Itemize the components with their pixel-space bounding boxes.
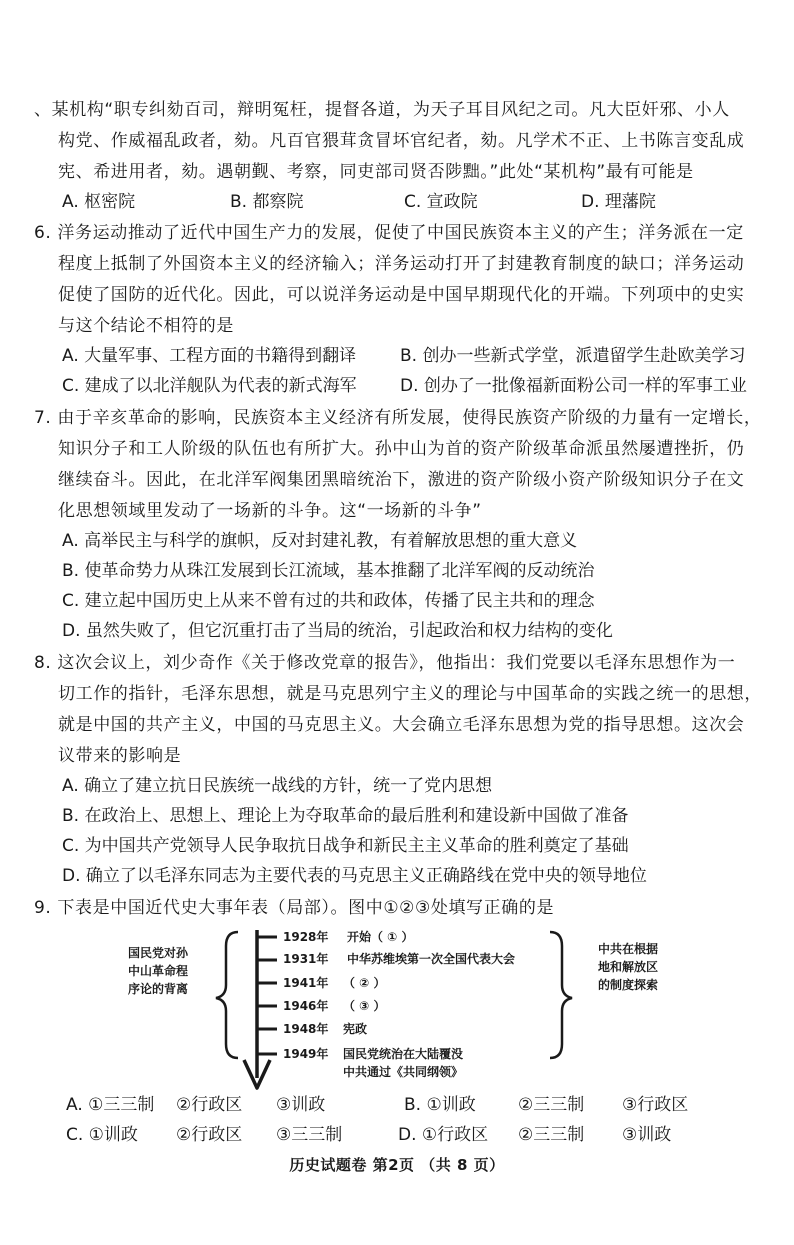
option-a: A. 枢密院	[62, 192, 136, 212]
question-line: 、某机构“职专纠劾百司，辩明冤枉，提督各道，为天子耳目风纪之司。凡大臣奸邪、小人	[34, 100, 730, 120]
left-bracket	[216, 932, 238, 1058]
option-c-3: ③三三制	[276, 1125, 343, 1145]
option-d-1: D. ①行政区	[398, 1125, 489, 1145]
option-c-2: ②行政区	[176, 1125, 243, 1145]
question-line: 议带来的影响是	[58, 746, 182, 766]
timeline-event: （ ② ）	[343, 976, 386, 990]
option-a: A. 高举民主与科学的旗帜，反对封建礼教，有着解放思想的重大意义	[62, 531, 578, 551]
timeline-year: 1941年	[283, 976, 329, 990]
option-a-3: ③训政	[276, 1095, 326, 1115]
timeline-event: 中华苏维埃第一次全国代表大会	[347, 952, 516, 966]
timeline-event: 中共通过《共同纲领》	[343, 1065, 464, 1079]
timeline-left-label: 国民党对孙中山革命程序论的背离	[128, 946, 189, 996]
option-a: A. 确立了建立抗日民族统一战线的方针，统一了党内思想	[62, 776, 493, 796]
option-d-3: ③训政	[622, 1125, 672, 1145]
question-line: 宪、希进用者，劾。遇朝觐、考察，同吏部司贤否陟黜。”此处“某机构”最有可能是	[58, 162, 694, 182]
question-stem: 9. 下表是中国近代史大事年表（局部）。图中①②③处填写正确的是	[34, 898, 555, 918]
option-a-1: A. ①三三制	[66, 1095, 155, 1115]
timeline-year: 1949年	[283, 1047, 329, 1061]
question-line: 6. 洋务运动推动了近代中国生产力的发展，促使了中国民族资本主义的产生；洋务派在一定	[34, 223, 744, 243]
option-b: B. 创办一些新式学堂，派遣留学生赴欧美学习	[400, 346, 746, 366]
option-d: D. 虽然失败了，但它沉重打击了当局的统治，引起政治和权力结构的变化	[62, 621, 613, 641]
option-c: C. 宣政院	[404, 192, 478, 212]
option-d-2: ②三三制	[518, 1125, 585, 1145]
option-c-1: C. ①训政	[66, 1125, 138, 1145]
option-c: C. 建成了以北洋舰队为代表的新式海军	[62, 376, 357, 396]
timeline-right-label: 中共在根据地和解放区的制度探索	[598, 942, 659, 992]
timeline-event: 开始（ ① ）	[347, 930, 414, 944]
option-b-3: ③行政区	[622, 1095, 689, 1115]
question-line: 8. 这次会议上，刘少奇作《关于修改党章的报告》，他指出：我们党要以毛泽东思想作为一	[34, 653, 736, 673]
option-b-2: ②三三制	[518, 1095, 585, 1115]
page-footer: 历史试题卷 第2页 （共 8 页）	[289, 1156, 505, 1174]
right-bracket	[550, 932, 572, 1058]
question-line: 构党、作威福乱政者，劾。凡百官猥茸贪冒坏官纪者，劾。凡学术不正、上书陈言变乱成	[58, 131, 745, 151]
option-b: B. 都察院	[230, 192, 304, 212]
question-line: 就是中国的共产主义，中国的马克思主义。大会确立毛泽东思想为党的指导思想。这次会	[58, 715, 745, 735]
option-d: D. 确立了以毛泽东同志为主要代表的马克思主义正确路线在党中央的领导地位	[62, 866, 647, 886]
question-line: 与这个结论不相符的是	[58, 316, 234, 336]
question-line: 7. 由于辛亥革命的影响，民族资本主义经济有所发展，使得民族资产阶级的力量有一定增长，	[34, 408, 762, 428]
question-line: 知识分子和工人阶级的队伍也有所扩大。孙中山为首的资产阶级革命派虽然屡遭挫折，仍	[58, 439, 745, 459]
timeline-year: 1946年	[283, 999, 329, 1013]
timeline-year: 1928年	[283, 930, 329, 944]
timeline-event: （ ③ ）	[343, 999, 386, 1013]
question-line: 继续奋斗。因此，在北洋军阀集团黑暗统治下，激进的资产阶级小资产阶级知识分子在文	[58, 470, 745, 490]
option-b: B. 在政治上、思想上、理论上为夺取革命的最后胜利和建设新中国做了准备	[62, 806, 629, 826]
timeline-year: 1948年	[283, 1022, 329, 1036]
question-line: 切工作的指针，毛泽东思想，就是马克思列宁主义的理论与中国革命的实践之统一的思想，	[58, 684, 762, 704]
question-line: 促使了国防的近代化。因此，可以说洋务运动是中国早期现代化的开端。下列项中的史实	[58, 285, 745, 305]
option-c: C. 建立起中国历史上从来不曾有过的共和政体，传播了民主共和的理念	[62, 591, 595, 611]
option-d: D. 理藩院	[581, 192, 656, 212]
question-line: 化思想领域里发动了一场新的斗争。这“一场新的斗争”	[58, 501, 482, 521]
option-b: B. 使革命势力从珠江发展到长江流域，基本推翻了北洋军阀的反动统治	[62, 561, 595, 581]
option-b-1: B. ①训政	[404, 1095, 476, 1115]
option-c: C. 为中国共产党领导人民争取抗日战争和新民主主义革命的胜利奠定了基础	[62, 836, 629, 856]
timeline-year: 1931年	[283, 952, 329, 966]
question-line: 程度上抵制了外国资本主义的经济输入；洋务运动打开了封建教育制度的缺口；洋务运动	[58, 254, 745, 274]
timeline-event: 宪政	[343, 1022, 368, 1036]
option-a-2: ②行政区	[176, 1095, 243, 1115]
option-d: D. 创办了一批像福新面粉公司一样的军事工业	[400, 376, 747, 396]
option-a: A. 大量军事、工程方面的书籍得到翻译	[62, 346, 357, 366]
timeline-event: 国民党统治在大陆覆没	[343, 1047, 464, 1061]
